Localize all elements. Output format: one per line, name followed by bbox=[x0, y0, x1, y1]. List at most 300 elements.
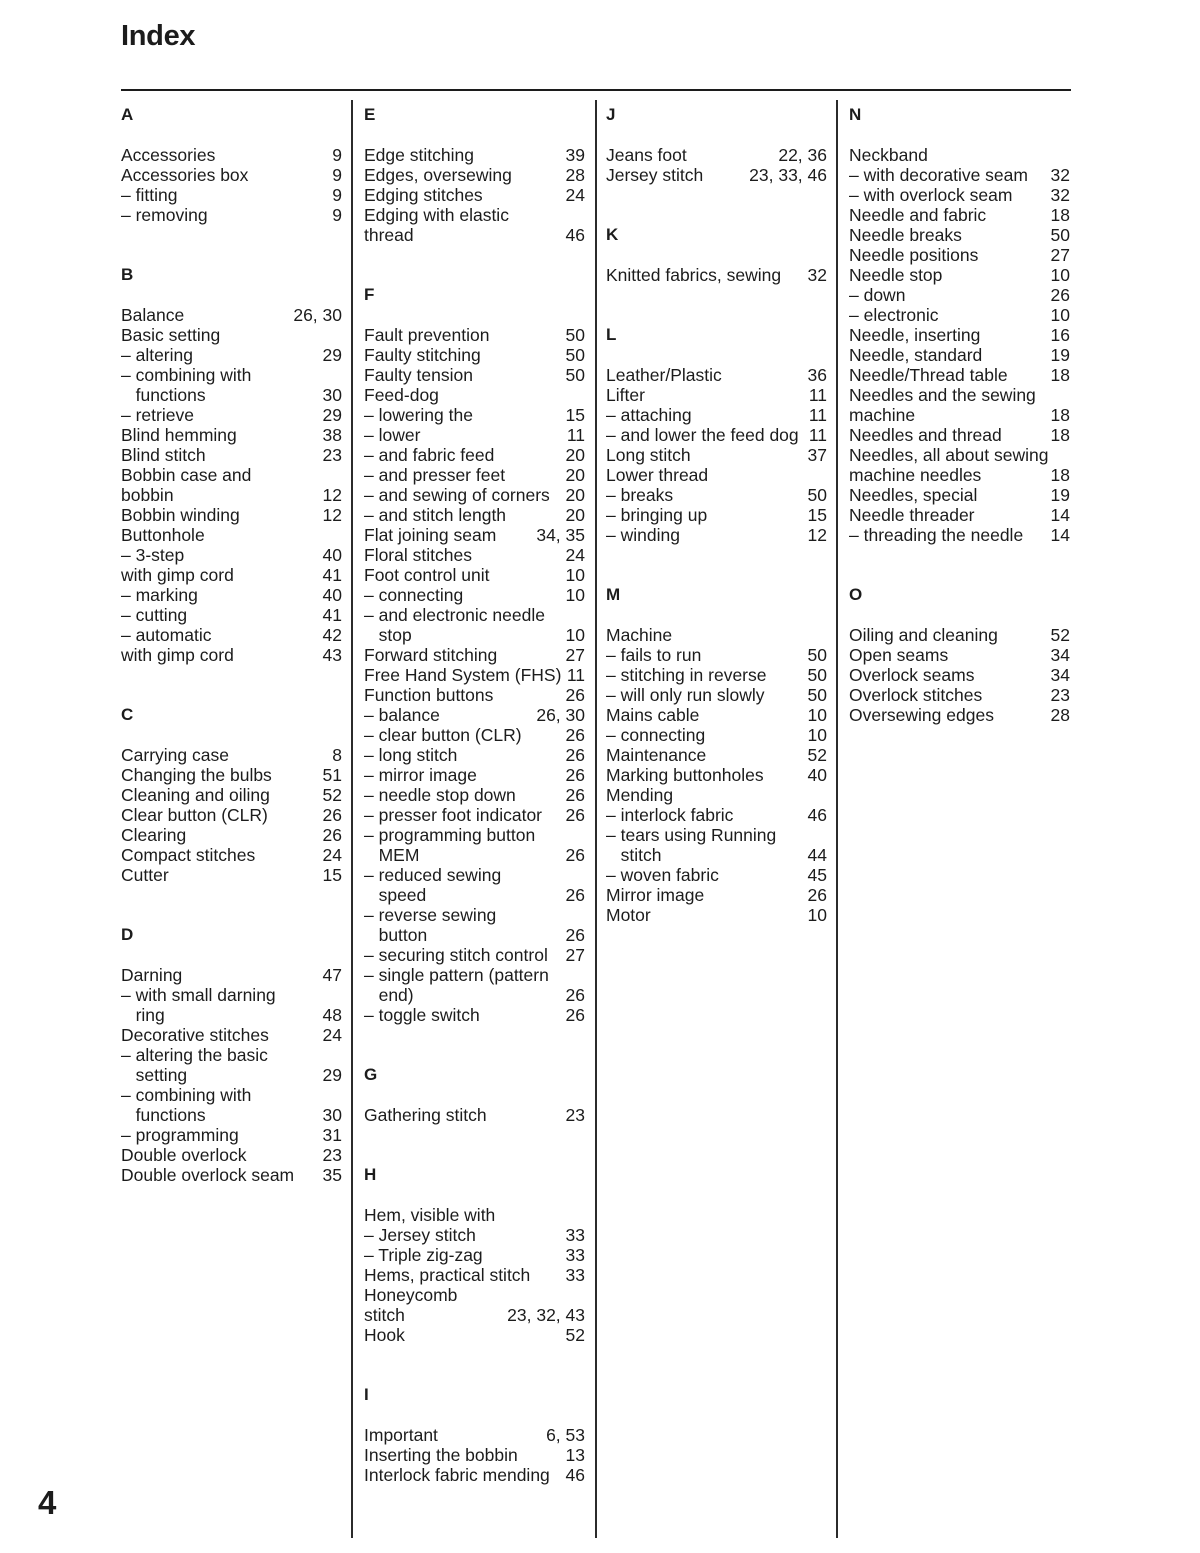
entry-page: 35 bbox=[322, 1165, 342, 1185]
index-entry bbox=[364, 865, 585, 885]
index-entry bbox=[849, 265, 1070, 285]
entry-page: 23 bbox=[322, 1145, 342, 1165]
index-entry bbox=[849, 225, 1070, 245]
entry-text: – and fabric feed bbox=[364, 445, 495, 465]
index-entry bbox=[121, 305, 342, 325]
entry-text: Marking buttonholes bbox=[606, 765, 764, 785]
entry-text: Changing the bulbs bbox=[121, 765, 272, 785]
entry-text: with gimp cord bbox=[121, 645, 234, 665]
index-entry bbox=[364, 705, 585, 725]
entry-text: – attaching bbox=[606, 405, 692, 425]
entry-page: 23 bbox=[322, 445, 342, 465]
index-section-o bbox=[849, 585, 1070, 725]
entry-text: Blind hemming bbox=[121, 425, 237, 445]
entry-page: 11 bbox=[566, 665, 585, 685]
entry-page: 22, 36 bbox=[778, 145, 827, 165]
index-entry bbox=[364, 645, 585, 665]
index-entry bbox=[121, 825, 342, 845]
index-section-k bbox=[606, 225, 827, 285]
index-entry bbox=[606, 405, 827, 425]
entry-text: thread bbox=[364, 225, 414, 245]
entry-text: Faulty stitching bbox=[364, 345, 481, 365]
entry-page: 26 bbox=[322, 805, 342, 825]
entry-page: 50 bbox=[565, 365, 585, 385]
entry-page: 24 bbox=[322, 845, 342, 865]
entry-text: – will only run slowly bbox=[606, 685, 765, 705]
index-entry bbox=[606, 385, 827, 405]
entry-page: 26, 30 bbox=[536, 705, 585, 725]
index-entry bbox=[364, 325, 585, 345]
entry-list bbox=[364, 1105, 585, 1125]
entry-page: 8 bbox=[332, 745, 342, 765]
index-entry bbox=[849, 305, 1070, 325]
index-entry bbox=[364, 925, 585, 945]
index-entry bbox=[606, 745, 827, 765]
index-entry bbox=[849, 325, 1070, 345]
index-entry bbox=[606, 685, 827, 705]
entry-page: 10 bbox=[565, 625, 585, 645]
entry-page: 14 bbox=[1050, 525, 1070, 545]
entry-text: – and electronic needle bbox=[364, 605, 545, 625]
entry-list bbox=[606, 145, 827, 185]
section-letter: A bbox=[121, 105, 134, 124]
entry-page: 9 bbox=[332, 165, 342, 185]
index-entry bbox=[364, 1205, 585, 1225]
entry-text: – needle stop down bbox=[364, 785, 516, 805]
index-entry bbox=[364, 145, 585, 165]
entry-page: 9 bbox=[332, 205, 342, 225]
entry-text: MEM bbox=[364, 845, 420, 865]
entry-list bbox=[364, 1205, 585, 1345]
entry-text: Jersey stitch bbox=[606, 165, 704, 185]
entry-page: 31 bbox=[322, 1125, 342, 1145]
entry-page: 12 bbox=[807, 525, 827, 545]
entry-text: – and sewing of corners bbox=[364, 485, 550, 505]
entry-text: – single pattern (pattern bbox=[364, 965, 549, 985]
index-entry bbox=[121, 165, 342, 185]
index-section-f bbox=[364, 285, 585, 1025]
index-section-h bbox=[364, 1165, 585, 1345]
entry-page: 24 bbox=[565, 545, 585, 565]
entry-page: 47 bbox=[322, 965, 342, 985]
entry-text: Balance bbox=[121, 305, 185, 325]
entry-page: 10 bbox=[565, 585, 585, 605]
entry-page: 26 bbox=[565, 805, 585, 825]
entry-text: Needles and the sewing bbox=[849, 385, 1036, 405]
entry-page: 32 bbox=[807, 265, 827, 285]
index-column-4 bbox=[849, 100, 1070, 765]
entry-page: 10 bbox=[807, 705, 827, 725]
entry-page: 10 bbox=[565, 565, 585, 585]
section-letter: B bbox=[121, 265, 134, 284]
index-entry bbox=[121, 785, 342, 805]
index-entry bbox=[121, 205, 342, 225]
entry-text: – mirror image bbox=[364, 765, 477, 785]
entry-text: – programming bbox=[121, 1125, 239, 1145]
entry-text: Forward stitching bbox=[364, 645, 498, 665]
entry-text: Faulty tension bbox=[364, 365, 473, 385]
entry-page: 50 bbox=[1050, 225, 1070, 245]
entry-list bbox=[849, 145, 1070, 545]
entry-text: Mending bbox=[606, 785, 674, 805]
entry-text: Open seams bbox=[849, 645, 949, 665]
index-entry bbox=[849, 465, 1070, 485]
index-entry bbox=[121, 325, 342, 345]
entry-text: Needle and fabric bbox=[849, 205, 987, 225]
entry-text: machine needles bbox=[849, 465, 982, 485]
entry-text: stop bbox=[364, 625, 412, 645]
index-entry bbox=[364, 1285, 585, 1305]
index-entry bbox=[121, 1105, 342, 1125]
index-entry bbox=[849, 145, 1070, 165]
entry-page: 19 bbox=[1050, 345, 1070, 365]
entry-page: 32 bbox=[1050, 165, 1070, 185]
index-entry bbox=[364, 185, 585, 205]
index-entry bbox=[849, 685, 1070, 705]
entry-text: – with overlock seam bbox=[849, 185, 1013, 205]
entry-text: Darning bbox=[121, 965, 183, 985]
entry-page: 28 bbox=[1050, 705, 1070, 725]
entry-page: 26 bbox=[565, 745, 585, 765]
entry-page: 18 bbox=[1050, 465, 1070, 485]
entry-page: 20 bbox=[565, 445, 585, 465]
index-entry bbox=[364, 345, 585, 365]
entry-page: 23 bbox=[1050, 685, 1070, 705]
index-entry bbox=[849, 365, 1070, 385]
entry-page: 50 bbox=[807, 665, 827, 685]
index-entry bbox=[849, 205, 1070, 225]
index-entry bbox=[364, 965, 585, 985]
entry-page: 34, 35 bbox=[536, 525, 585, 545]
index-entry bbox=[364, 405, 585, 425]
entry-text: Foot control unit bbox=[364, 565, 490, 585]
section-letter: K bbox=[606, 225, 619, 244]
entry-page: 41 bbox=[322, 605, 342, 625]
entry-list bbox=[364, 1425, 585, 1485]
entry-text: Double overlock seam bbox=[121, 1165, 295, 1185]
index-entry bbox=[121, 525, 342, 545]
index-entry bbox=[364, 365, 585, 385]
entry-text: Compact stitches bbox=[121, 845, 256, 865]
entry-text: – and stitch length bbox=[364, 505, 507, 525]
index-column-3 bbox=[606, 100, 827, 965]
entry-text: Needle positions bbox=[849, 245, 979, 265]
entry-text: Clearing bbox=[121, 825, 187, 845]
index-section-g bbox=[364, 1065, 585, 1125]
entry-list bbox=[121, 145, 342, 225]
entry-text: – combining with bbox=[121, 365, 252, 385]
entry-page: 23, 32, 43 bbox=[507, 1305, 585, 1325]
entry-text: – toggle switch bbox=[364, 1005, 480, 1025]
entry-page: 10 bbox=[807, 905, 827, 925]
entry-text: Motor bbox=[606, 905, 651, 925]
entry-page: 36 bbox=[807, 365, 827, 385]
index-entry bbox=[364, 425, 585, 445]
entry-text: Basic setting bbox=[121, 325, 221, 345]
entry-text: Free Hand System (FHS) bbox=[364, 665, 562, 685]
entry-text: Bobbin case and bbox=[121, 465, 252, 485]
entry-text: Edge stitching bbox=[364, 145, 474, 165]
entry-text: – fitting bbox=[121, 185, 178, 205]
entry-page: 26 bbox=[565, 685, 585, 705]
index-entry bbox=[364, 505, 585, 525]
index-entry bbox=[121, 365, 342, 385]
entry-text: Long stitch bbox=[606, 445, 691, 465]
entry-list bbox=[606, 265, 827, 285]
index-entry bbox=[364, 1105, 585, 1125]
entry-page: 11 bbox=[566, 425, 585, 445]
entry-page: 10 bbox=[1050, 265, 1070, 285]
entry-text: Overlock seams bbox=[849, 665, 975, 685]
index-entry bbox=[364, 665, 585, 685]
entry-page: 46 bbox=[565, 225, 585, 245]
entry-page: 20 bbox=[565, 465, 585, 485]
entry-page: 51 bbox=[322, 765, 342, 785]
section-letter: M bbox=[606, 585, 621, 604]
entry-text: Leather/Plastic bbox=[606, 365, 722, 385]
index-entry bbox=[121, 1125, 342, 1145]
index-section-e bbox=[364, 105, 585, 245]
entry-page: 19 bbox=[1050, 485, 1070, 505]
index-section-a bbox=[121, 105, 342, 225]
entry-text: – bringing up bbox=[606, 505, 708, 525]
index-entry bbox=[606, 645, 827, 665]
entry-page: 6, 53 bbox=[546, 1425, 585, 1445]
index-entry bbox=[121, 965, 342, 985]
entry-list bbox=[364, 145, 585, 245]
index-entry bbox=[849, 285, 1070, 305]
index-entry bbox=[364, 805, 585, 825]
entry-list bbox=[606, 625, 827, 925]
title-rule bbox=[121, 89, 1071, 91]
entry-text: – automatic bbox=[121, 625, 212, 645]
entry-page: 12 bbox=[322, 505, 342, 525]
index-entry bbox=[606, 365, 827, 385]
index-entry bbox=[121, 645, 342, 665]
entry-text: Needle stop bbox=[849, 265, 943, 285]
entry-page: 52 bbox=[807, 745, 827, 765]
index-entry bbox=[121, 1025, 342, 1045]
entry-page: 40 bbox=[322, 585, 342, 605]
entry-text: Gathering stitch bbox=[364, 1105, 487, 1125]
entry-page: 10 bbox=[807, 725, 827, 745]
entry-page: 26 bbox=[565, 885, 585, 905]
entry-page: 33 bbox=[565, 1225, 585, 1245]
entry-text: – woven fabric bbox=[606, 865, 719, 885]
entry-text: Flat joining seam bbox=[364, 525, 497, 545]
entry-text: – electronic bbox=[849, 305, 939, 325]
entry-page: 52 bbox=[322, 785, 342, 805]
index-entry bbox=[364, 485, 585, 505]
entry-page: 32 bbox=[1050, 185, 1070, 205]
entry-page: 33 bbox=[565, 1245, 585, 1265]
index-entry bbox=[606, 625, 827, 645]
index-entry bbox=[364, 785, 585, 805]
entry-page: 34 bbox=[1050, 665, 1070, 685]
entry-page: 44 bbox=[807, 845, 827, 865]
index-entry bbox=[606, 445, 827, 465]
entry-page: 26 bbox=[565, 725, 585, 745]
index-entry bbox=[364, 905, 585, 925]
index-entry bbox=[849, 345, 1070, 365]
entry-text: with gimp cord bbox=[121, 565, 234, 585]
index-entry bbox=[849, 165, 1070, 185]
entry-text: machine bbox=[849, 405, 916, 425]
index-entry bbox=[364, 1325, 585, 1345]
index-entry bbox=[849, 645, 1070, 665]
entry-page: 29 bbox=[322, 405, 342, 425]
section-letter: I bbox=[364, 1385, 369, 1404]
index-column-2 bbox=[364, 100, 585, 1525]
entry-page: 23 bbox=[565, 1105, 585, 1125]
entry-page: 26 bbox=[565, 925, 585, 945]
entry-page: 15 bbox=[322, 865, 342, 885]
index-entry bbox=[849, 665, 1070, 685]
entry-text: Needle breaks bbox=[849, 225, 962, 245]
index-entry bbox=[121, 405, 342, 425]
index-section-d bbox=[121, 925, 342, 1185]
entry-text: Cutter bbox=[121, 865, 169, 885]
entry-list bbox=[121, 965, 342, 1185]
index-entry bbox=[121, 145, 342, 165]
entry-page: 20 bbox=[565, 505, 585, 525]
entry-page: 13 bbox=[565, 1445, 585, 1465]
section-letter: D bbox=[121, 925, 134, 944]
entry-text: – with small darning bbox=[121, 985, 276, 1005]
entry-page: 26 bbox=[565, 1005, 585, 1025]
page-title: Index bbox=[121, 20, 196, 52]
entry-text: stitch bbox=[606, 845, 662, 865]
entry-text: Edging stitches bbox=[364, 185, 483, 205]
entry-page: 12 bbox=[322, 485, 342, 505]
entry-text: – connecting bbox=[364, 585, 464, 605]
index-entry bbox=[121, 485, 342, 505]
entry-text: Neckband bbox=[849, 145, 928, 165]
entry-page: 52 bbox=[565, 1325, 585, 1345]
entry-page: 15 bbox=[807, 505, 827, 525]
entry-page: 50 bbox=[565, 325, 585, 345]
index-entry bbox=[364, 1225, 585, 1245]
entry-text: Fault prevention bbox=[364, 325, 490, 345]
index-entry bbox=[364, 1465, 585, 1485]
entry-text: end) bbox=[364, 985, 414, 1005]
index-entry bbox=[364, 225, 585, 245]
page-number: 4 bbox=[38, 1484, 57, 1521]
entry-text: – reduced sewing bbox=[364, 865, 502, 885]
entry-text: – balance bbox=[364, 705, 440, 725]
index-section-c bbox=[121, 705, 342, 885]
index-entry bbox=[606, 145, 827, 165]
entry-text: – programming button bbox=[364, 825, 536, 845]
index-entry bbox=[606, 665, 827, 685]
column-divider bbox=[595, 100, 597, 1538]
entry-page: 18 bbox=[1050, 425, 1070, 445]
entry-text: Edges, oversewing bbox=[364, 165, 512, 185]
index-entry bbox=[364, 445, 585, 465]
index-entry bbox=[364, 985, 585, 1005]
entry-list bbox=[121, 745, 342, 885]
index-entry bbox=[364, 825, 585, 845]
index-entry bbox=[121, 745, 342, 765]
entry-text: Maintenance bbox=[606, 745, 707, 765]
entry-text: Machine bbox=[606, 625, 673, 645]
entry-text: – fails to run bbox=[606, 645, 702, 665]
index-entry bbox=[121, 345, 342, 365]
entry-text: Knitted fabrics, sewing bbox=[606, 265, 782, 285]
index-entry bbox=[121, 625, 342, 645]
index-entry bbox=[121, 445, 342, 465]
index-entry bbox=[606, 525, 827, 545]
index-entry bbox=[364, 625, 585, 645]
entry-text: Needles, special bbox=[849, 485, 978, 505]
column-divider bbox=[351, 100, 353, 1538]
entry-text: setting bbox=[121, 1065, 188, 1085]
index-entry bbox=[121, 1165, 342, 1185]
entry-page: 28 bbox=[565, 165, 585, 185]
entry-text: – Triple zig-zag bbox=[364, 1245, 483, 1265]
entry-page: 10 bbox=[1050, 305, 1070, 325]
index-entry bbox=[364, 685, 585, 705]
section-letter: H bbox=[364, 1165, 377, 1184]
entry-text: Overlock stitches bbox=[849, 685, 983, 705]
index-entry bbox=[364, 745, 585, 765]
index-entry bbox=[121, 565, 342, 585]
entry-page: 42 bbox=[322, 625, 342, 645]
index-entry bbox=[606, 885, 827, 905]
index-entry bbox=[364, 385, 585, 405]
index-entry bbox=[606, 805, 827, 825]
entry-text: – and lower the feed dog bbox=[606, 425, 799, 445]
entry-text: Needle, inserting bbox=[849, 325, 981, 345]
entry-page: 18 bbox=[1050, 405, 1070, 425]
entry-page: 33 bbox=[565, 1265, 585, 1285]
index-entry bbox=[364, 585, 585, 605]
index-entry bbox=[364, 465, 585, 485]
index-entry bbox=[121, 765, 342, 785]
index-entry bbox=[364, 1265, 585, 1285]
index-entry bbox=[606, 865, 827, 885]
entry-page: 26 bbox=[1050, 285, 1070, 305]
section-letter: G bbox=[364, 1065, 378, 1084]
entry-text: Hems, practical stitch bbox=[364, 1265, 531, 1285]
column-divider bbox=[836, 100, 838, 1538]
index-entry bbox=[849, 625, 1070, 645]
entry-text: – presser foot indicator bbox=[364, 805, 543, 825]
index-entry bbox=[849, 245, 1070, 265]
entry-text: Mirror image bbox=[606, 885, 705, 905]
entry-text: Function buttons bbox=[364, 685, 494, 705]
entry-page: 16 bbox=[1050, 325, 1070, 345]
index-entry bbox=[121, 505, 342, 525]
entry-text: functions bbox=[121, 385, 206, 405]
entry-text: – Jersey stitch bbox=[364, 1225, 476, 1245]
entry-text: button bbox=[364, 925, 428, 945]
entry-page: 50 bbox=[807, 685, 827, 705]
entry-page: 11 bbox=[808, 425, 827, 445]
entry-page: 37 bbox=[807, 445, 827, 465]
entry-page: 40 bbox=[807, 765, 827, 785]
entry-page: 40 bbox=[322, 545, 342, 565]
entry-page: 48 bbox=[322, 1005, 342, 1025]
index-entry bbox=[121, 385, 342, 405]
entry-page: 27 bbox=[565, 945, 585, 965]
index-entry bbox=[606, 465, 827, 485]
entry-page: 41 bbox=[322, 565, 342, 585]
index-entry bbox=[849, 525, 1070, 545]
entry-page: 23, 33, 46 bbox=[749, 165, 827, 185]
index-entry bbox=[121, 465, 342, 485]
entry-text: – breaks bbox=[606, 485, 674, 505]
